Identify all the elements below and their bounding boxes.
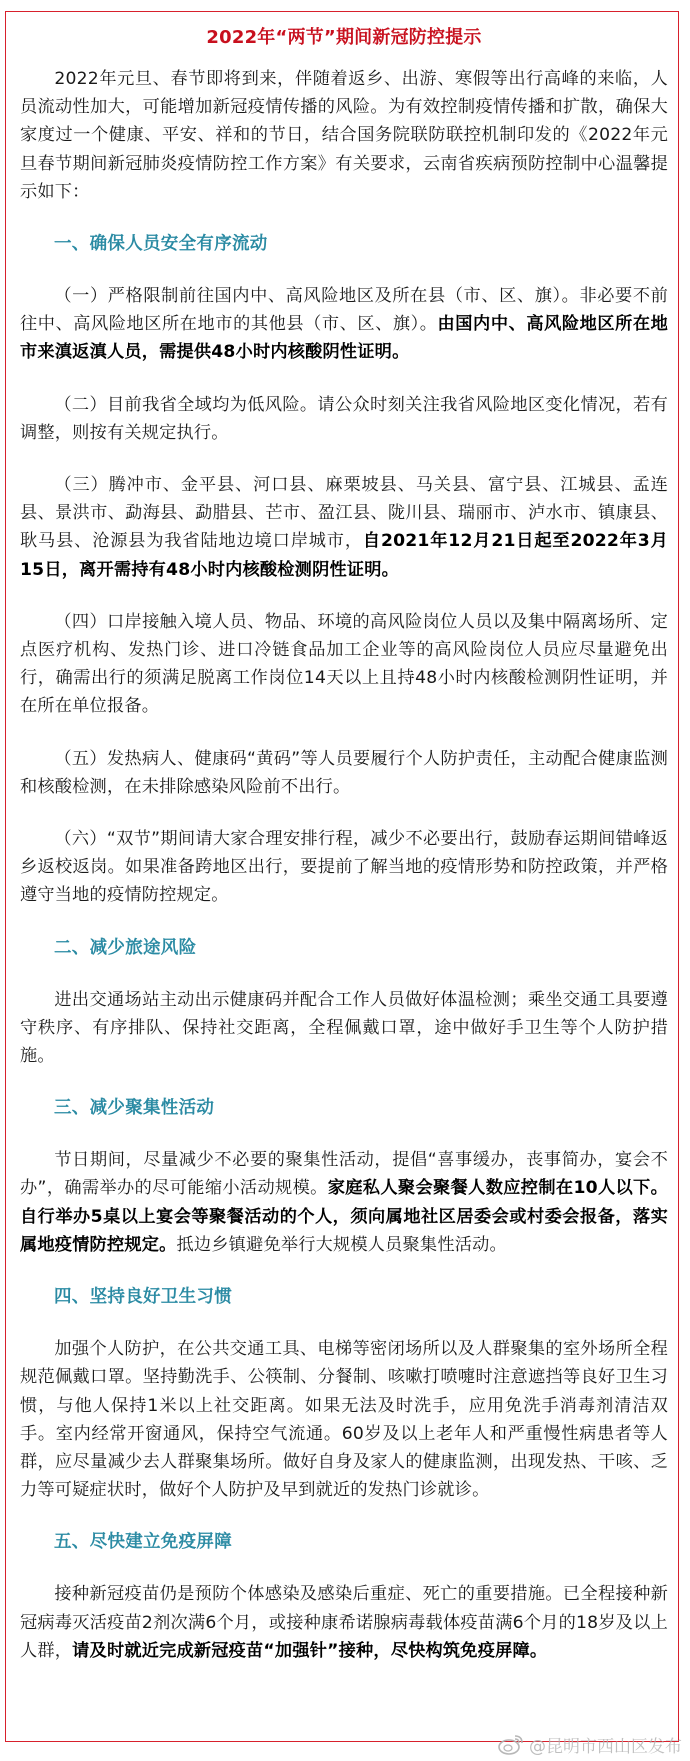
section-1-paragraph-1 (20, 282, 668, 367)
section-1-paragraph-6 (20, 825, 668, 910)
intro-paragraph: 2022年元旦、春节即将到来，伴随着返乡、出游、寒假等出行高峰的来临，人员流动性加大，可能增加新冠疫情传播的风险。为有效控制疫情传播和扩散，确保大家度过一个健康、平安、祥和的节日，结合国务院联防联控机制印发的《2022年元旦春节期间新冠肺炎疫情防控工作方案》有关要求，云南省疾病预防控制中心温馨提示如下： (20, 69, 668, 202)
section-heading-2: 二、减少旅途风险 (54, 937, 197, 958)
watermark (497, 1731, 682, 1757)
paragraph-tail-text: 抵边乡镇避免举行大规模人员聚集性活动。 (176, 1234, 507, 1255)
paragraph-text: （二）目前我省全域均为低风险。请公众时刻关注我省风险地区变化情况，若有调整，则按有关规定执行。 (20, 394, 668, 443)
section-1-paragraph-5 (20, 745, 668, 801)
paragraph-text: 进出交通场站主动出示健康码并配合工作人员做好体温检测；乘坐交通工具要遵守秩序、有序排队、保持社交距离，全程佩戴口罩，途中做好手卫生等个人防护措施。 (20, 989, 668, 1067)
section-3-paragraph-1 (20, 1146, 668, 1259)
section-1-paragraph-4 (20, 608, 668, 721)
watermark-text: @昆明市西山区发布 (529, 1736, 682, 1757)
section-1-paragraph-2 (20, 391, 668, 447)
section-heading-1: 一、确保人员安全有序流动 (54, 234, 268, 255)
section-2-paragraph-1 (20, 986, 668, 1071)
document-content (20, 24, 668, 1689)
section-4-paragraph-1 (20, 1335, 668, 1504)
section-5-paragraph-1 (20, 1580, 668, 1665)
paragraph-text: 节日期间，尽量减少不必要的聚集性活动，提倡“喜事缓办，丧事简办，宴会不办”，确需举办的尽可能缩小活动规模。 (20, 1150, 668, 1199)
section-1-paragraph-3 (20, 471, 668, 584)
paragraph-text: （四）口岸接触入境人员、物品、环境的高风险岗位人员以及集中隔离场所、定点医疗机构、发热门诊、进口冷链食品加工企业等的高风险岗位人员应尽量避免出行，确需出行的须满足脱离工作岗位14天以上且持48小时内核酸检测阴性证明，并在所在单位报备。 (20, 611, 668, 717)
section-heading-3: 三、减少聚集性活动 (54, 1098, 215, 1119)
paragraph-text: （三）腾冲市、金平县、河口县、麻栗坡县、马关县、富宁县、江城县、孟连县、景洪市、勐海县、勐腊县、芒市、盈江县、陇川县、瑞丽市、泸水市、镇康县、耿马县、沧源县为我省陆地边境口岸城市， (20, 475, 668, 552)
section-heading-5: 五、尽快建立免疫屏障 (54, 1532, 232, 1553)
paragraph-text: （五）发热病人、健康码“黄码”等人员要履行个人防护责任，主动配合健康监测和核酸检测，在未排除感染风险前不出行。 (20, 748, 668, 797)
document-title: 2022年“两节”期间新冠防控提示 (206, 27, 482, 48)
paragraph-bold-text: 家庭私人聚会聚餐人数应控制在10人以下。自行举办5桌以上宴会等聚餐活动的个人，须向属地社区居委会或村委会报备，落实属地疫情防控规定。 (20, 1178, 668, 1255)
paragraph-text: （六）“双节”期间请大家合理安排行程，减少不必要出行，鼓励春运期间错峰返乡返校返岗。如果准备跨地区出行，要提前了解当地的疫情形势和防控政策，并严格遵守当地的疫情防控规定。 (20, 829, 668, 906)
paragraph-text: （一）严格限制前往国内中、高风险地区及所在县（市、区、旗）。非必要不前往中、高风险地区所在地市的其他县（市、区、旗）。 (20, 286, 668, 335)
paragraph-text: 加强个人防护，在公共交通工具、电梯等密闭场所以及人群聚集的室外场所全程规范佩戴口罩。坚持勤洗手、公筷制、分餐制、咳嗽打喷嚏时注意遮挡等良好卫生习惯，与他人保持1米以上社交距离。如果无法及时洗手，应用免洗手消毒剂清洁双手。室内经常开窗通风，保持空气流通。60岁及以上老年人和严重慢性病患者等人群，应尽量减少去人群聚集场所。做好自身及家人的健康监测，出现发热、干咳、乏力等可疑症状时，做好个人防护及早到就近的发热门诊就诊。 (20, 1339, 668, 1501)
section-heading-4: 四、坚持良好卫生习惯 (54, 1287, 232, 1308)
paragraph-bold-text: 请及时就近完成新冠疫苗“加强针”接种，尽快构筑免疫屏障。 (72, 1640, 548, 1661)
paragraph-text: 接种新冠疫苗仍是预防个体感染及感染后重症、死亡的重要措施。已全程接种新冠病毒灭活疫苗2剂次满6个月，或接种康希诺腺病毒载体疫苗满6个月的18岁及以上人群， (20, 1584, 668, 1661)
weibo-logo-icon (497, 1733, 525, 1755)
paragraph-bold-text: 由国内中、高风险地区所在地市来滇返滇人员，需提供48小时内核酸阴性证明。 (20, 314, 669, 363)
paragraph-bold-text: 自2021年12月21日起至2022年3月15日，离开需持有48小时内核酸检测阴性证明。 (20, 531, 668, 580)
